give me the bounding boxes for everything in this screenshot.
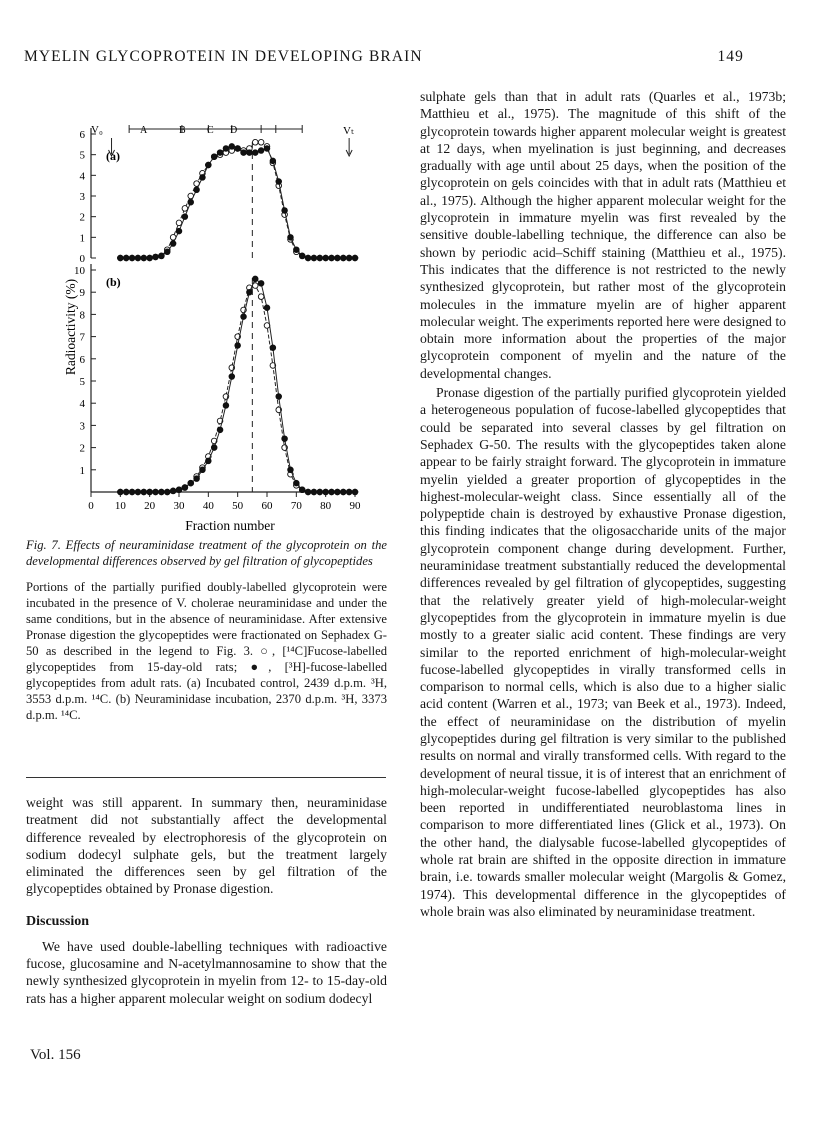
right-paragraph-2: Pronase digestion of the partially purified glycoprotein yielded a heterogeneous population of fucose-labelled glycopeptides that could be separated into several classes by gel filtration on Sephadex G-50. The results with the glycopeptides taken alone appear to be fairly straight forward. The glycoprotein in immature myelin yielded a greater proportion of glycopeptides in the highest-molecular-weight class. Since essentially all of the polypeptide chain is destroyed by exhaustive Pronase digestion, this finding indicates that the oligosaccharide units of the major glycoprotein component change during development. Further, neuraminidase treatment substantially reduced the developmental differences revealed by gel filtration of glycopeptides, suggesting that the relatively greater yield of high-molecular-weight glycopeptides from the glycoprotein in immature myelin is due mostly to a greater sialic acid content. These findings are very similar to the reported enrichment of high-molecular-weight fucose-labelled glycopeptides in virally transformed cells in comparison to normal cells, which is also due to a higher sialic acid content (Warren et al., 1973; van Beek et al., 1973). Indeed, the effect of neuraminidase on the distribution of myelin glycopeptides during gel filtration is very similar to the published results on normal and virally transformed cells. With regard to the development of neural tissue, it is of interest that an enrichment of high-molecular-weight fucose-labelled glycopeptides has also been reported in undifferentiated neuroblastoma lines in comparison to more differentiated lines (Glick et al., 1973). On the other hand, the dialysable fucose-labelled glycopeptides of whole rat brain are shifted in the opposite direction in immature brain, i.e. towards smaller molecular weight (Margolis & Gomez, 1974). This developmental difference in the glycopeptides of whole brain was also eliminated by neuraminidase treatment. <box>420 385 786 919</box>
y-tick-label: 3 <box>79 420 85 433</box>
class-label-b: B <box>179 125 186 136</box>
panel-b-filled-point <box>223 403 229 409</box>
panel-b-filled-point <box>188 480 194 486</box>
x-tick-label: 30 <box>173 500 185 512</box>
panel-a-filled-point <box>170 241 176 247</box>
panel-a-filled-point <box>217 150 223 156</box>
panel-b-filled-point <box>182 485 188 491</box>
y-tick-label: 6 <box>79 353 85 366</box>
panel-b-label: (b) <box>106 275 121 289</box>
panel-b-filled-point <box>123 489 129 495</box>
panel-a-label: (a) <box>106 149 120 163</box>
y-tick-label: 2 <box>79 442 85 455</box>
y-tick-label: 2 <box>79 211 85 224</box>
left-column <box>26 537 387 723</box>
panel-b-filled-point <box>206 458 212 464</box>
panel-a-filled-point <box>311 255 317 261</box>
panel-b-filled-point <box>118 489 124 495</box>
panel-b-filled-point <box>329 489 335 495</box>
panel-a-filled-point <box>335 255 341 261</box>
panel-b-filled-point <box>164 489 170 495</box>
class-label-a: A <box>140 125 148 136</box>
panel-a-series-filled-line <box>120 146 355 258</box>
panel-a-filled-point <box>264 146 270 152</box>
panel-a-filled-point <box>164 249 170 255</box>
y-tick-label: 4 <box>79 398 85 411</box>
panel-b-filled-point <box>317 489 323 495</box>
panel-b-filled-point <box>252 276 258 282</box>
v0-label: V₀ <box>91 124 103 136</box>
panel-a-axes <box>80 125 353 265</box>
figure-legend: Portions of the partially purified doubly-labelled glycoprotein were incubated in the presence of V. cholerae neuraminidase and under the same conditions, but in the absence of neuraminidase. After extensive Pronase digestion the glycopeptides were fractionated on Sephadex G-50 as described in the legend to Fig. 3. ○, [¹⁴C]Fucose-labelled glycopeptides from 15-day-old rats; ●, [³H]-fucose-labelled glycopeptides from adult rats. (a) Incubated control, 2439 d.p.m. ³H, 3553 d.p.m. ¹⁴C. (b) Neuraminidase incubation, 2370 d.p.m. ³H, 3373 d.p.m. ¹⁴C. <box>26 580 387 722</box>
page-number: 149 <box>717 48 744 65</box>
panel-a-filled-point <box>305 255 311 261</box>
left-body <box>26 794 387 1007</box>
right-paragraph-1: sulphate gels than that in adult rats (Quarles et al., 1973b; Matthieu et al., 1975). The magnitude of this shift of the glycoprotein towards higher apparent molecular weight is greatest at 12 days, when myelination is just beginning, and decreases gradually with age until about 25 days, when the position of the glycoprotein on gels coincides with that in adult rats (Matthieu et al., 1975). Although the higher apparent molecular weight for the glycoprotein in immature myelin was first revealed by the sensitive double-labelling technique, the difference can also be shown by periodic acid–Schiff staining (Matthieu et al., 1975). This indicates that the difference is not restricted to the newly synthesized glycoprotein, but rather most of the glycoprotein molecules in the immature myelin are of higher apparent molecular weight. The experiments reported here were designed to obtain more information about the properties of the major glycoprotein component of myelin and the nature of the developmental changes. <box>420 89 786 381</box>
class-label-c: C <box>207 125 214 136</box>
panel-a-filled-point <box>118 255 124 261</box>
figure-caption-title: Fig. 7. Effects of neuraminidase treatment of the glycoprotein on the developmental differences observed by gel filtration of glycopeptides <box>26 538 387 568</box>
panel-b-filled-point <box>294 480 300 486</box>
panel-b-filled-point <box>129 489 135 495</box>
panel-a-filled-point <box>247 150 253 156</box>
x-axis-label: Fraction number <box>185 518 275 533</box>
panel-a-filled-point <box>258 148 264 154</box>
volume-label: Vol. 156 <box>30 1047 81 1063</box>
discussion-heading: Discussion <box>26 913 90 929</box>
panel-b-filled-point <box>299 487 305 493</box>
panel-a-filled-point <box>229 144 235 150</box>
panel-b-filled-point <box>170 488 176 494</box>
panel-a-filled-point <box>299 253 305 259</box>
panel-a-filled-point <box>294 247 300 253</box>
panel-a-filled-point <box>153 254 159 260</box>
panel-a-filled-point <box>329 255 335 261</box>
panel-b-filled-point <box>159 489 165 495</box>
panel-b-filled-point <box>241 314 247 320</box>
panel-a-filled-point <box>200 175 206 181</box>
panel-b-open-point <box>258 294 264 300</box>
panel-b-filled-point <box>282 436 288 442</box>
panel-a-filled-point <box>252 150 258 156</box>
panel-a-filled-point <box>176 228 182 234</box>
x-tick-label: 60 <box>261 500 273 512</box>
panel-b-filled-point <box>311 489 317 495</box>
y-tick-label: 10 <box>74 265 85 277</box>
panel-a-filled-point <box>123 255 129 261</box>
panel-a-filled-point <box>270 158 276 164</box>
x-tick-label: 80 <box>320 500 332 512</box>
panel-a-filled-point <box>340 255 346 261</box>
panel-a-filled-point <box>182 214 188 220</box>
panel-a-series-open-line <box>120 142 355 258</box>
panel-b-filled-point <box>323 489 329 495</box>
y-tick-label: 6 <box>79 129 85 141</box>
x-tick-label: 90 <box>349 500 361 512</box>
panel-a-filled-point <box>235 146 241 152</box>
y-tick-label: 5 <box>79 376 85 388</box>
x-tick-label: 0 <box>88 500 94 512</box>
left-paragraph: weight was still apparent. In summary then, neuraminidase treatment did not substantially affect the developmental difference revealed by electrophoresis of the glycoprotein on sodium dodecyl sulphate gels, but the treatment largely eliminated the differences seen by gel filtration of the glycopeptides obtained by Pronase digestion. <box>26 795 387 897</box>
panel-b-filled-point <box>270 345 276 351</box>
panel-a-open-point <box>176 220 182 226</box>
panel-a-filled-point <box>352 255 358 261</box>
panel-b-filled-point <box>264 305 270 311</box>
panel-a-filled-point <box>241 150 247 156</box>
figure-7 <box>58 112 374 534</box>
panel-a-filled-point <box>282 208 288 214</box>
panel-a-filled-point <box>288 235 294 241</box>
panel-a-filled-point <box>223 146 229 152</box>
panel-b-filled-point <box>235 343 241 349</box>
panel-b-filled-point <box>147 489 153 495</box>
x-tick-label: 70 <box>290 500 302 512</box>
vt-label: Vₜ <box>343 125 354 137</box>
chart-marks <box>118 139 358 494</box>
panel-b-filled-point <box>229 374 235 380</box>
discussion-paragraph: We have used double-labelling techniques with radioactive fucose, glucosamine and N-acetylmannosamine to show that the newly synthesized glycoprotein in myelin from 12- to 15-day-old rats has a higher apparent molecular weight on sodium dodecyl <box>26 938 387 1006</box>
y-tick-label: 4 <box>79 170 85 183</box>
x-tick-label: 50 <box>232 500 244 512</box>
panel-b-axes <box>74 264 361 512</box>
panel-b-filled-point <box>258 281 264 287</box>
running-title: MYELIN GLYCOPROTEIN IN DEVELOPING BRAIN <box>24 48 423 65</box>
panel-a-filled-point <box>147 255 153 261</box>
panel-b-filled-point <box>141 489 147 495</box>
panel-b-filled-point <box>176 487 182 493</box>
running-header <box>24 48 744 66</box>
panel-b-filled-point <box>276 394 282 400</box>
panel-a-filled-point <box>188 199 194 205</box>
caption-rule <box>26 777 386 778</box>
panel-a-open-point <box>252 139 258 145</box>
y-tick-label: 1 <box>79 464 85 477</box>
panel-a-filled-point <box>276 179 282 185</box>
x-tick-label: 40 <box>202 500 214 512</box>
panel-b-filled-point <box>200 467 206 473</box>
panel-b-filled-point <box>247 289 253 295</box>
panel-b-filled-point <box>288 467 294 473</box>
panel-a-filled-point <box>194 187 200 193</box>
panel-a-filled-point <box>211 154 217 160</box>
panel-a-filled-point <box>129 255 135 261</box>
y-tick-label: 3 <box>79 191 85 203</box>
y-tick-label: 9 <box>79 287 85 300</box>
x-tick-label: 10 <box>114 500 126 512</box>
panel-a-filled-point <box>317 255 323 261</box>
panel-a-filled-point <box>346 255 352 261</box>
y-tick-label: 7 <box>79 331 85 344</box>
y-axis-label: Radioactivity (%) <box>63 278 78 376</box>
panel-b-filled-point <box>335 489 341 495</box>
panel-b-filled-point <box>194 476 200 482</box>
panel-b-filled-point <box>352 489 358 495</box>
y-tick-label: 0 <box>79 253 85 265</box>
panel-a-filled-point <box>206 162 212 168</box>
panel-b-filled-point <box>305 489 311 495</box>
panel-b-filled-point <box>135 489 141 495</box>
panel-a-filled-point <box>135 255 141 261</box>
panel-a-open-point <box>258 139 264 145</box>
class-label-d: D <box>230 125 238 136</box>
panel-a-open-point <box>182 206 188 212</box>
y-tick-label: 8 <box>79 309 85 322</box>
panel-a-filled-point <box>141 255 147 261</box>
panel-b-filled-point <box>153 489 159 495</box>
right-column <box>420 88 786 920</box>
panel-b-series-open-line <box>120 286 355 493</box>
panel-b-filled-point <box>340 489 346 495</box>
panel-b-filled-point <box>346 489 352 495</box>
panel-b-series-filled-line <box>120 279 355 492</box>
x-tick-label: 20 <box>144 500 156 512</box>
panel-b-filled-point <box>211 445 217 451</box>
panel-a-filled-point <box>159 253 165 259</box>
panel-a-filled-point <box>323 255 329 261</box>
panel-b-filled-point <box>217 427 223 433</box>
y-tick-label: 5 <box>79 149 85 162</box>
y-tick-label: 1 <box>79 232 85 245</box>
